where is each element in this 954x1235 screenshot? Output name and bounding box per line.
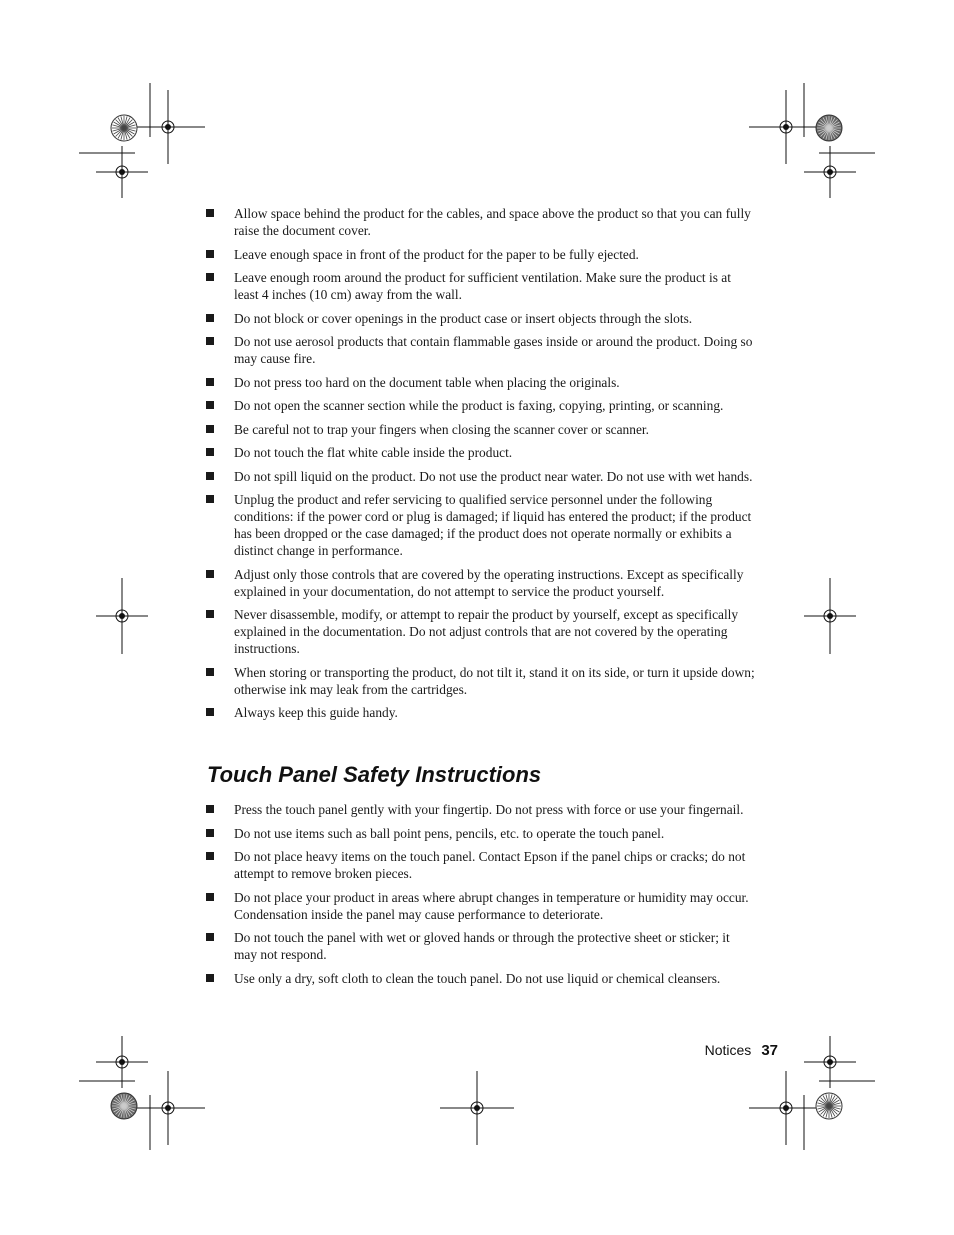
- registration-mark-icon: [827, 169, 833, 175]
- page-footer: [705, 1042, 778, 1059]
- square-bullet-icon: [206, 472, 214, 480]
- list-item-text: Use only a dry, soft cloth to clean the touch panel. Do not use liquid or chemical cleansers.: [234, 970, 721, 986]
- registration-mark-icon: [165, 124, 171, 130]
- list-item-text: Do not touch the panel with wet or gloved hands or through the protective sheet or sticker; it may not respond.: [234, 930, 730, 962]
- square-bullet-icon: [206, 425, 214, 433]
- registration-mark-icon: [783, 1105, 789, 1111]
- footer-section: Notices: [704, 1042, 752, 1058]
- list-item: [204, 848, 756, 882]
- list-item: [204, 333, 756, 367]
- registration-mark-icon: [119, 1059, 125, 1065]
- list-item-text: Do not place your product in areas where abrupt changes in temperature or humidity may occur. Condensation inside the panel may cause performance to deteriorate.: [234, 889, 749, 922]
- list-item: [204, 889, 756, 923]
- registration-mark-icon: [827, 1059, 833, 1065]
- square-bullet-icon: [206, 401, 214, 409]
- list-item: [204, 664, 756, 698]
- list-item-text: Press the touch panel gently with your fingertip. Do not press with force or use your fingernail.: [234, 802, 744, 817]
- list-item: [204, 491, 756, 559]
- list-item-text: Do not spill liquid on the product. Do not use the product near water. Do not use with wet hands.: [234, 468, 753, 484]
- list-item: [204, 374, 756, 391]
- square-bullet-icon: [206, 974, 214, 982]
- list-item-text: Do not use items such as ball point pens, pencils, etc. to operate the touch panel.: [234, 825, 665, 841]
- list-item-text: When storing or transporting the product, do not tilt it, stand it on its side, or turn it upside down; otherwise ink may leak from the cartridges.: [234, 664, 755, 697]
- list-item: [204, 310, 756, 327]
- list-item-text: Leave enough space in front of the product for the paper to be fully ejected.: [234, 246, 639, 262]
- list-item: [204, 929, 756, 963]
- square-bullet-icon: [206, 314, 214, 322]
- list-item: [204, 421, 756, 438]
- list-item: [204, 468, 756, 485]
- list-item: [204, 246, 756, 263]
- list-item-text: Leave enough room around the product for sufficient ventilation. Make sure the product is at least 4 inches (10 cm) away from the wall.: [234, 270, 731, 302]
- list-item: [204, 606, 756, 657]
- square-bullet-icon: [206, 378, 214, 386]
- list-item-text: Unplug the product and refer servicing to qualified service personnel under the following conditions: if the power cord or plug is damaged; if liquid has entered the product; if the product has been dropped or the case damaged; if the product does not operate normally or exhibits a distinct change in performance.: [234, 492, 752, 558]
- square-bullet-icon: [206, 570, 214, 578]
- square-bullet-icon: [206, 337, 214, 345]
- registration-mark-icon: [165, 1105, 171, 1111]
- page-number: 37: [761, 1042, 778, 1059]
- list-item-text: Do not press too hard on the document table when placing the originals.: [234, 374, 620, 390]
- section-heading: Touch Panel Safety Instructions: [207, 762, 542, 787]
- square-bullet-icon: [206, 668, 214, 676]
- square-bullet-icon: [206, 933, 214, 941]
- registration-mark-icon: [783, 124, 789, 130]
- touch-panel-safety-list: [204, 801, 756, 993]
- registration-mark-icon: [119, 169, 125, 175]
- general-safety-list: [204, 205, 756, 728]
- list-item: [204, 269, 756, 303]
- list-item: [204, 970, 756, 987]
- square-bullet-icon: [206, 829, 214, 837]
- square-bullet-icon: [206, 250, 214, 258]
- square-bullet-icon: [206, 273, 214, 281]
- list-item: [204, 801, 756, 818]
- list-item-text: Do not touch the flat white cable inside the product.: [234, 445, 513, 460]
- list-item: [204, 825, 756, 842]
- registration-mark-icon: [474, 1105, 480, 1111]
- list-item: [204, 397, 756, 414]
- square-bullet-icon: [206, 708, 214, 716]
- square-bullet-icon: [206, 495, 214, 503]
- list-item: [204, 205, 756, 239]
- list-item: [204, 566, 756, 600]
- square-bullet-icon: [206, 893, 214, 901]
- square-bullet-icon: [206, 209, 214, 217]
- list-item-text: Do not open the scanner section while the product is faxing, copying, printing, or scanning.: [234, 398, 724, 413]
- square-bullet-icon: [206, 805, 214, 813]
- list-item-text: Do not use aerosol products that contain flammable gases inside or around the product. Doing so may cause fire.: [234, 334, 753, 366]
- square-bullet-icon: [206, 610, 214, 618]
- list-item: [204, 444, 756, 461]
- square-bullet-icon: [206, 448, 214, 456]
- list-item-text: Never disassemble, modify, or attempt to repair the product by yourself, except as specifically explained in the documentation. Do not adjust controls that are not covered by the operating instructions.: [234, 607, 739, 656]
- list-item-text: Adjust only those controls that are covered by the operating instructions. Except as specifically explained in your documentation, do not attempt to service the product yourself.: [234, 566, 744, 599]
- list-item: [204, 704, 756, 721]
- list-item-text: Do not place heavy items on the touch panel. Contact Epson if the panel chips or cracks; do not attempt to remove broken pieces.: [234, 849, 746, 881]
- list-item-text: Be careful not to trap your fingers when closing the scanner cover or scanner.: [234, 421, 649, 437]
- square-bullet-icon: [206, 852, 214, 860]
- list-item-text: Always keep this guide handy.: [234, 705, 398, 720]
- list-item-text: Allow space behind the product for the cables, and space above the product so that you can fully raise the document cover.: [234, 206, 751, 238]
- list-item-text: Do not block or cover openings in the product case or insert objects through the slots.: [234, 310, 693, 326]
